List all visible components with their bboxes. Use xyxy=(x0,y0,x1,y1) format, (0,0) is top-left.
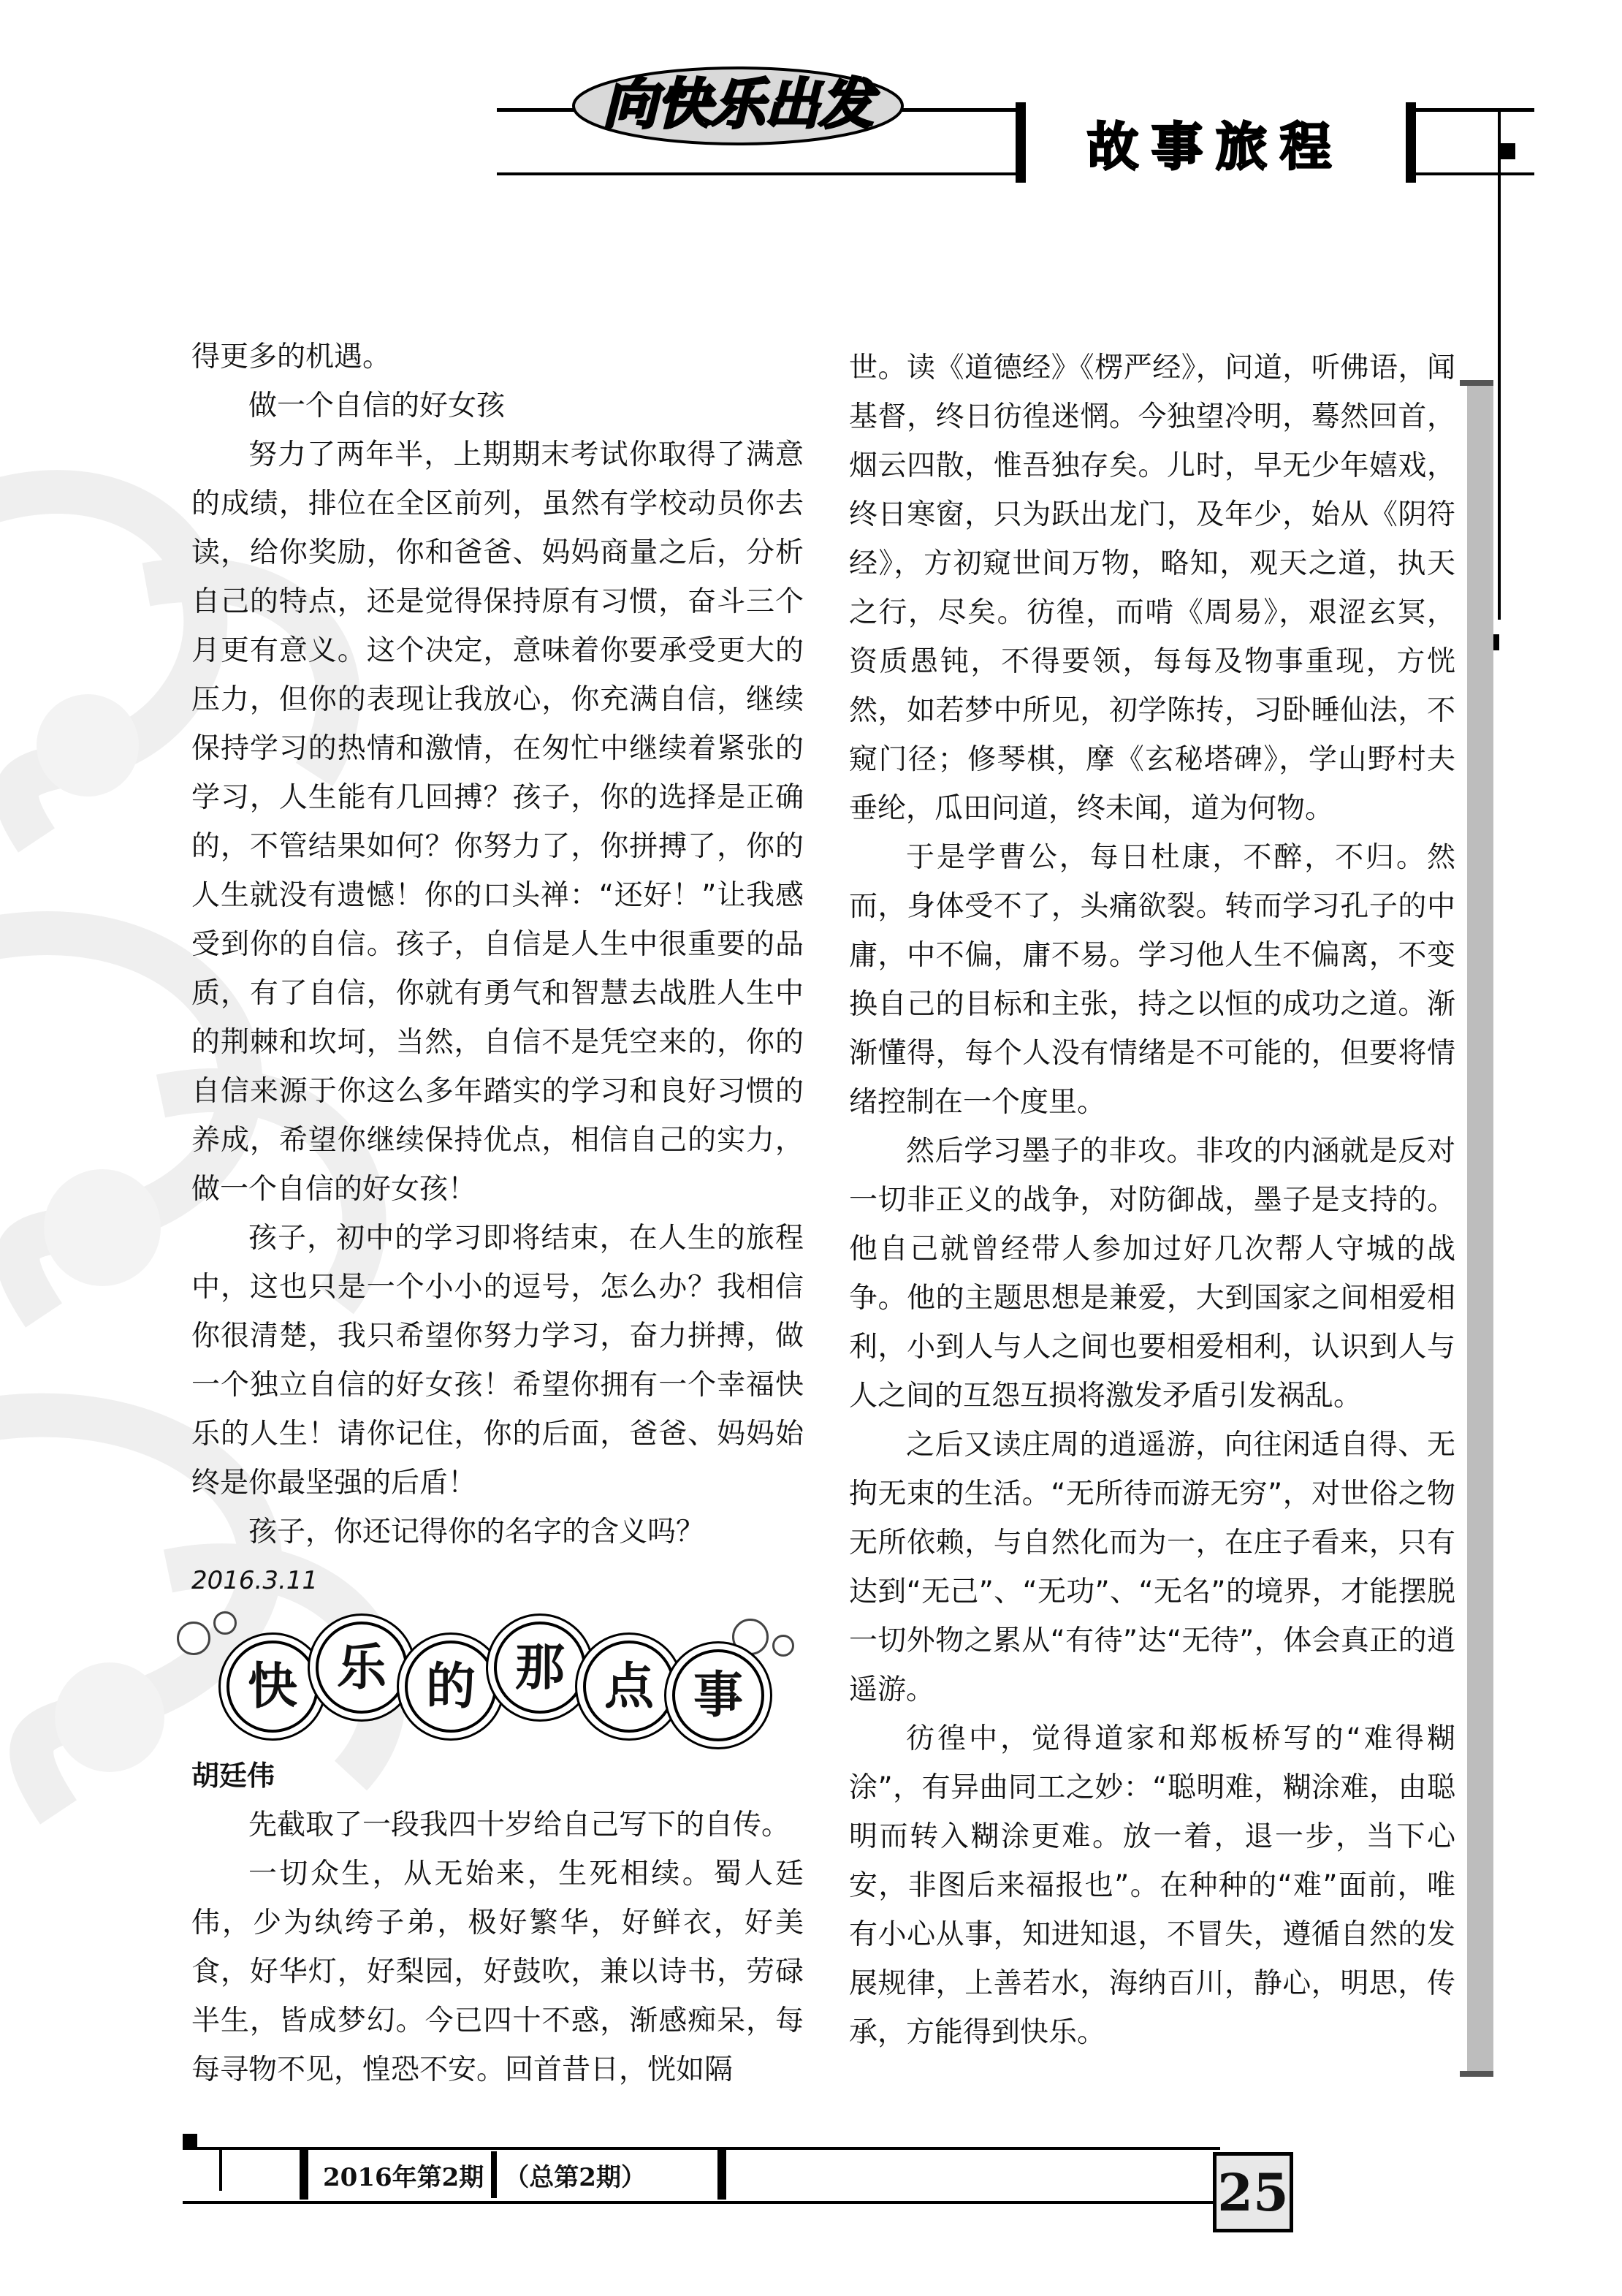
section-title: 故事旅程 xyxy=(1087,115,1344,177)
footer-corner-square xyxy=(183,2134,197,2148)
section-heading: 做一个自信的好女孩 xyxy=(248,389,506,422)
article-author: 胡廷伟 xyxy=(191,1760,275,1792)
section-title-box xyxy=(1016,102,1416,183)
title-bubble: 点 xyxy=(583,1641,675,1733)
footer-rule-vertical xyxy=(219,2147,222,2191)
side-bracket-bottom xyxy=(1460,2071,1493,2077)
header-rule-vertical xyxy=(1498,108,1501,620)
body-paragraph: 先截取了一段我四十岁给自己写下的自传。 xyxy=(248,1809,791,1841)
title-bubble: 那 xyxy=(494,1622,586,1714)
title-bubble: 快 xyxy=(226,1641,319,1733)
body-paragraph: 孩子，初中的学习即将结束，在人生的旅程中，这也只是一个小小的逗号，怎么办？我相信你很清楚，我只希望你努力学习，奋力拼搏，做一个独立自信的好女孩！希望你拥有一个幸福快乐的人生！请你记住，你的后面，爸爸、妈妈始终是你最坚强的后盾！ xyxy=(191,1222,804,1499)
title-bubble: 乐 xyxy=(316,1622,408,1714)
body-paragraph: 世。读《道德经》《楞严经》，问道，听佛语，闻基督，终日彷徨迷惘。今独望冷明，蓦然回首，烟云四散，惟吾独存矣。儿时，早无少年嬉戏，终日寒窗，只为跃出龙门，及年少，始从《阴符经》，方初窥世间万物，略知，观天之道，执天之行，尽矣。彷徨，而啃《周易》，艰涩玄冥，资质愚钝，不得要领，每每及物事重现，方恍然，如若梦中所见，初学陈抟，习卧睡仙法，不窥门径；修琴棋，摩《玄秘塔碑》，学山野村夫垂纶，瓜田问道，终未闻，道为何物。 xyxy=(849,351,1455,825)
body-paragraph: 孩子，你还记得你的名字的含义吗？ xyxy=(248,1516,705,1548)
decorative-ring xyxy=(732,1619,769,1655)
page-number: 25 xyxy=(1217,2162,1289,2223)
right-column xyxy=(849,343,1455,2057)
article-title xyxy=(191,1605,804,1752)
title-bubble: 事 xyxy=(672,1649,764,1741)
brand-logo-text: 向快乐出发 xyxy=(603,73,873,136)
date-signature: 2016.3.11 xyxy=(191,1566,319,1595)
footer-rule-bottom xyxy=(183,2201,1220,2204)
total-issue-label: （总第2期） xyxy=(504,2162,646,2192)
body-paragraph: 一切众生，从无始来，生死相续。蜀人廷伟，少为纨绔子弟，极好繁华，好鲜衣，好美食，好华灯，好梨园，好鼓吹，兼以诗书，劳碌半生，皆成梦幻。今已四十不惑，渐感痴呆，每每寻物不见，惶恐不安。回首昔日，恍如隔 xyxy=(191,1858,804,2086)
body-paragraph: 彷徨中，觉得道家和郑板桥写的“难得糊涂”，有异曲同工之妙：“聪明难，糊涂难，由聪明而转入糊涂更难。放一着，退一步，当下心安，非图后来福报也”。在种种的“难”面前，唯有小心从事，知进知退，不冒失，遵循自然的发展规律，上善若水，海纳百川，静心，明思，传承，方能得到快乐。 xyxy=(849,1722,1455,2049)
issue-label: 2016年第2期 xyxy=(323,2162,484,2192)
body-paragraph: 之后又读庄周的逍遥游，向往闲适自得、无拘无束的生活。“无所待而游无穷”，对世俗之物无所依赖，与自然化而为一，在庄子看来，只有达到“无己”、“无功”、“无名”的境界，才能摆脱一切外物之累从“有待”达“无待”，体会真正的逍遥游。 xyxy=(849,1429,1455,1706)
page-number-box xyxy=(1213,2152,1293,2232)
brand-logo xyxy=(555,51,906,153)
issue-divider xyxy=(491,2151,497,2198)
body-paragraph: 于是学曹公，每日杜康，不醉，不归。然而，身体受不了，头痛欲裂。转而学习孔子的中庸，中不偏，庸不易。学习他人生不偏离，不变换自己的目标和主张，持之以恒的成功之道。渐渐懂得，每个人没有情绪是不可能的，但要将情绪控制在一个度里。 xyxy=(849,841,1455,1119)
body-paragraph: 得更多的机遇。 xyxy=(191,341,392,373)
decorative-ring xyxy=(772,1635,794,1657)
left-column xyxy=(191,332,804,2094)
decorative-ring xyxy=(213,1611,237,1635)
body-paragraph: 努力了两年半，上期期末考试你取得了满意的成绩，排位在全区前列，虽然有学校动员你去读，给你奖励，你和爸爸、妈妈商量之后，分析自己的特点，还是觉得保持原有习惯，奋斗三个月更有意义。这个决定，意味着你要承受更大的压力，但你的表现让我放心，你充满自信，继续保持学习的热情和激情，在匆忙中继续着紧张的学习，人生能有几回搏？孩子，你的选择是正确的，不管结果如何？你努力了，你拼搏了，你的人生就没有遗憾！你的口头禅：“还好！”让我感受到你的自信。孩子，自信是人生中很重要的品质，有了自信，你就有勇气和智慧去战胜人生中的荆棘和坎坷，当然，自信不是凭空来的，你的自信来源于你这么多年踏实的学习和良好习惯的养成，希望你继续保持优点，相信自己的实力，做一个自信的好女孩！ xyxy=(191,438,804,1206)
decorative-ring xyxy=(177,1622,210,1655)
title-bubble: 的 xyxy=(405,1641,497,1733)
side-bracket-top xyxy=(1460,380,1493,386)
side-bracket-bar xyxy=(1467,380,1493,2075)
body-paragraph: 然后学习墨子的非攻。非攻的内涵就是反对一切非正义的战争，对防御战，墨子是支持的。他自己就曾经带人参加过好几次帮人守城的战争。他的主题思想是兼爱，大到国家之间相爱相利，小到人与人之间也要相爱相利，认识到人与人之间的互怨互损将激发矛盾引发祸乱。 xyxy=(849,1135,1455,1413)
issue-box xyxy=(300,2150,726,2200)
header-corner-square xyxy=(1499,143,1515,159)
